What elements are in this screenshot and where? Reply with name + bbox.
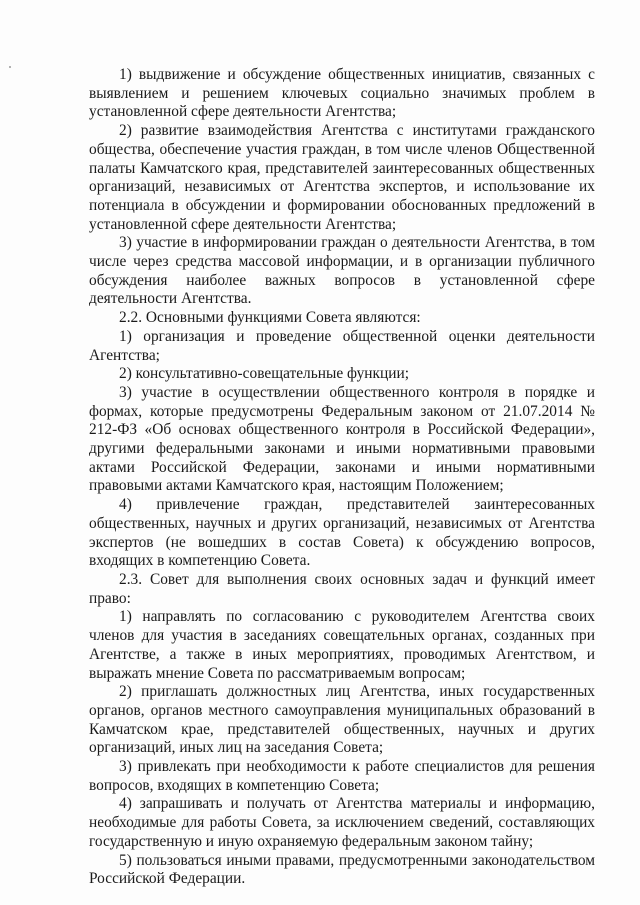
paragraph-task-3: 3) участие в информировании граждан о деятельности Агентства, в том числе через средства массовой информации, и в организации публичного обсуждения наиболее важных вопросов в установленной сфере деятельности Агентства. [89, 234, 595, 308]
section-2-3-heading: 2.3. Совет для выполнения своих основных задач и функций имеет право: [89, 570, 595, 607]
section-2-2-heading: 2.2. Основными функциями Совета являются: [119, 309, 421, 327]
paragraph-function-4: 4) привлечение граждан, представителей заинтересованных общественных, научных и других организаций, независимых от Агентства экспертов (не вошедших в состав Совета) к обсуждению вопросов, входящих в компетенцию Совета. [89, 496, 595, 570]
paragraph-right-4: 4) запрашивать и получать от Агентства материалы и информацию, необходимые для работы Совета, за исключением сведений, составляющих государственную и иную охраняемую федеральным законом тайну; [89, 795, 595, 850]
paragraph-right-2: 2) приглашать должностных лиц Агентства, иных государственных органов, органов местного самоуправления муниципальных образований в Камчатском крае, представителей общественных, научных и других организаций, иных лиц на заседания Совета; [89, 683, 595, 757]
paragraph-right-5: 5) пользоваться иными правами, предусмотренными законодательством Российской Федерации. [89, 851, 595, 888]
scan-speck [9, 66, 11, 68]
paragraph-function-1: 1) организация и проведение общественной оценки деятельности Агентства; [89, 327, 595, 364]
paragraph-task-1: 1) выдвижение и обсуждение общественных инициатив, связанных с выявлением и решением ключевых социально значимых проблем в установленной сфере деятельности Агентства; [89, 66, 595, 121]
paragraph-right-1: 1) направлять по согласованию с руководителем Агентства своих членов для участия в заседаниях совещательных органах, созданных при Агентстве, а также в иных мероприятиях, проводимых Агентством, и выражать мнение Совета по рассматриваемым вопросам; [89, 608, 595, 682]
paragraph-function-3: 3) участие в осуществлении общественного контроля в порядке и формах, которые предусмотрены Федеральным законом от 21.07.2014 № 212-ФЗ «Об основах общественного контроля в Российской Федерации», другими федеральными законами и иными нормативными правовыми актами Российской Федерации, законами и иными нормативными правовыми актами Камчатского края, настоящим Положением; [89, 383, 595, 495]
document-body [89, 66, 595, 889]
paragraph-task-2: 2) развитие взаимодействия Агентства с институтами гражданского общества, обеспечение участия граждан, в том числе членов Общественной палаты Камчатского края, представителей заинтересованных общественных организаций, независимых от Агентства экспертов, и использование их потенциала в обсуждении и формировании обоснованных предложений в установленной сфере деятельности Агентства; [89, 122, 595, 233]
paragraph-right-3: 3) привлекать при необходимости к работе специалистов для решения вопросов, входящих в компетенцию Совета; [89, 758, 595, 794]
paragraph-function-2: 2) консультативно-совещательные функции; [119, 365, 410, 383]
